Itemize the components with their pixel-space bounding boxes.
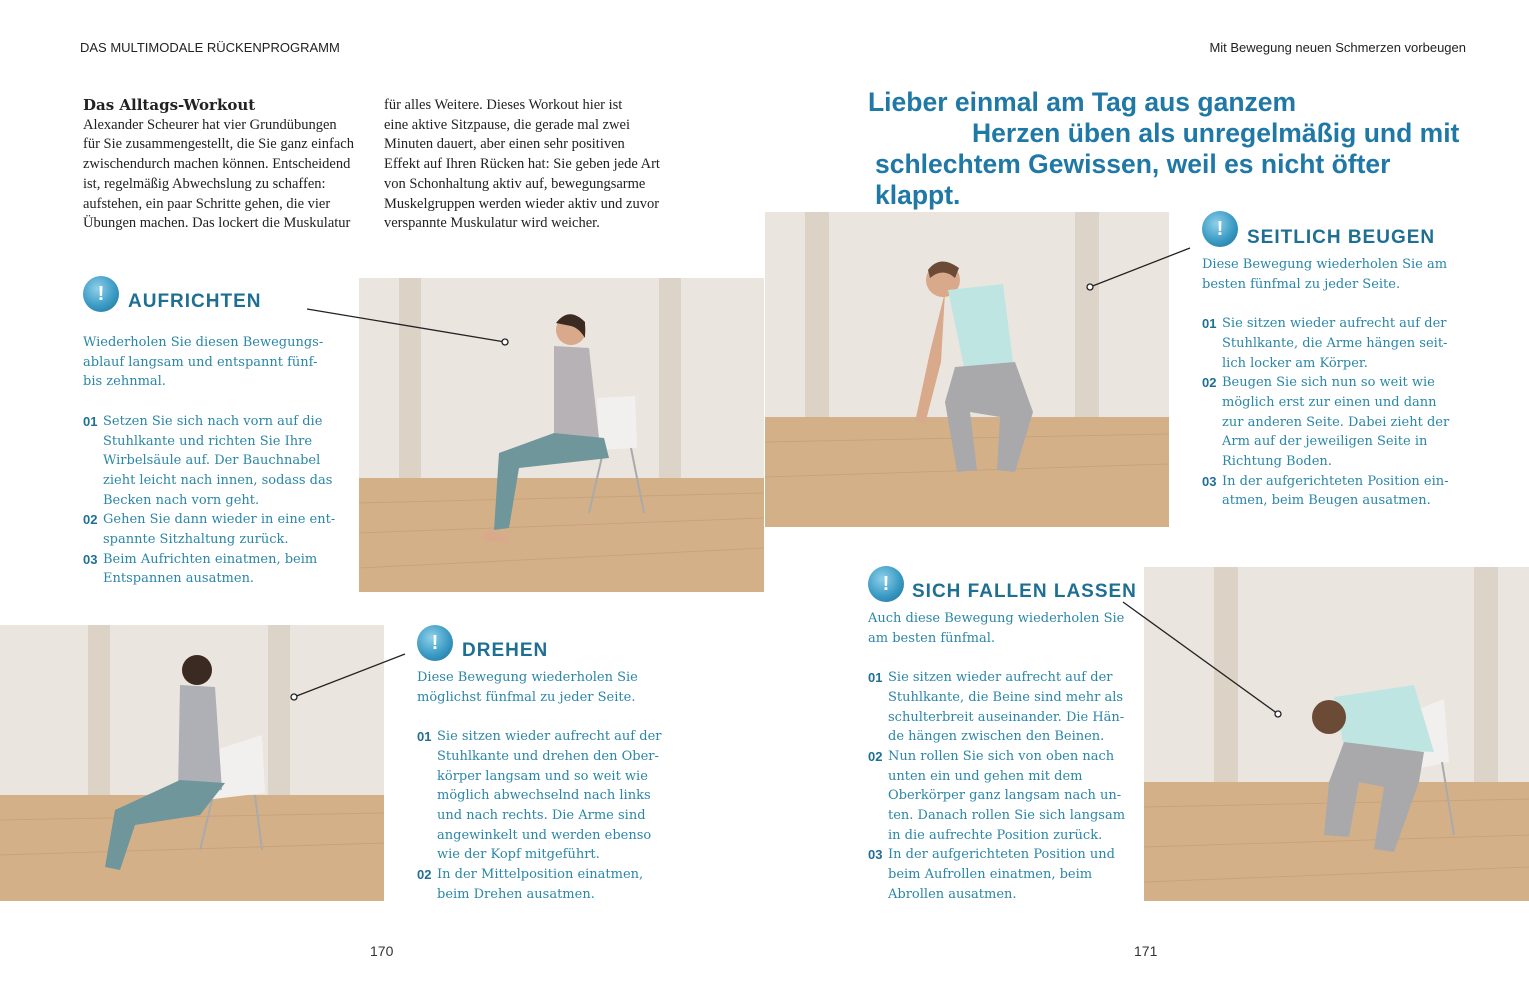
- intro-line: zwischendurch machen können. Entscheidend: [83, 156, 351, 173]
- section-title-sich-fallen-lassen: SICH FALLEN LASSEN: [912, 581, 1137, 602]
- step-line: schulterbreit auseinander. Die Hän-: [888, 709, 1125, 725]
- step-line: wie der Kopf mitgeführt.: [437, 847, 600, 863]
- page-number-right: 171: [1134, 943, 1158, 959]
- step-line: Gehen Sie dann wieder in eine ent-: [103, 512, 336, 528]
- photo-seitlich-illustration: [765, 212, 1169, 527]
- step-line: In der aufgerichteten Position ein-: [1222, 473, 1449, 489]
- step-line: zur anderen Seite. Dabei zieht der: [1222, 414, 1450, 430]
- intro-line: Alexander Scheurer hat vier Grundübungen: [83, 116, 337, 133]
- section-intro-line: am besten fünfmal.: [868, 630, 996, 646]
- photo-fallen-illustration: [1144, 567, 1529, 901]
- step-list: [1202, 314, 1462, 511]
- exclamation-icon: !: [868, 566, 904, 602]
- intro-line: aufstehen, ein paar Schritte gehen, die vier: [83, 195, 331, 212]
- exclamation-icon: !: [417, 625, 453, 661]
- intro-column-1: [83, 96, 363, 234]
- running-header-right: Mit Bewegung neuen Schmerzen vorbeugen: [1209, 40, 1466, 55]
- section-intro-line: Wiederholen Sie diesen Bewegungs-: [83, 335, 324, 350]
- section-intro-line: Diese Bewegung wiederholen Sie: [417, 670, 638, 685]
- step-item: [1202, 314, 1462, 373]
- section-intro-line: Auch diese Bewegung wiederholen Sie: [868, 611, 1125, 626]
- step-number: 01: [1202, 316, 1217, 332]
- step-item: [83, 550, 343, 589]
- step-number: 02: [417, 867, 432, 883]
- photo-sich-fallen-lassen: [1144, 567, 1529, 901]
- section-title-drehen: DREHEN: [462, 640, 549, 661]
- step-line: Oberkörper ganz langsam nach un-: [888, 788, 1122, 804]
- pull-quote-line: Lieber einmal am Tag aus ganzem: [868, 87, 1297, 117]
- step-line: Wirbelsäule auf. Der Bauchnabel: [103, 453, 321, 469]
- step-list: [417, 727, 677, 904]
- step-line: Nun rollen Sie sich von oben nach: [888, 748, 1115, 764]
- pull-quote-line: Herzen üben als unregelmäßig und mit: [972, 118, 1460, 148]
- section-intro-line: besten fünfmal zu jeder Seite.: [1202, 276, 1401, 292]
- step-number: 03: [1202, 473, 1217, 489]
- step-number: 02: [1202, 375, 1217, 391]
- step-number: 02: [868, 748, 883, 764]
- step-line: Entspannen ausatmen.: [103, 571, 255, 587]
- step-number: 03: [83, 551, 98, 567]
- step-line: beim Aufrollen einatmen, beim: [888, 867, 1093, 883]
- section-body-drehen: [417, 668, 677, 904]
- running-header-left: DAS MULTIMODALE RÜCKENPROGRAMM: [80, 40, 340, 55]
- step-line: körper langsam und so weit wie: [437, 768, 648, 784]
- intro-column-2: [384, 96, 674, 234]
- step-line: zieht leicht nach innen, sodass das: [103, 472, 333, 488]
- pull-quote: [868, 87, 1468, 211]
- intro-line: von Schonhaltung aktiv auf, bewegungsarme: [384, 175, 646, 192]
- step-item: [417, 865, 677, 904]
- intro-line: für alles Weitere. Dieses Workout hier ist: [384, 97, 623, 113]
- step-item: [83, 510, 343, 549]
- step-item: [83, 412, 343, 511]
- step-number: 01: [417, 729, 432, 745]
- step-line: In der aufgerichteten Position und: [888, 847, 1115, 863]
- intro-line: Übungen machen. Das lockert die Muskulatur: [83, 215, 351, 232]
- section-body-seitlich-beugen: [1202, 255, 1462, 511]
- step-line: atmen, beim Beugen ausatmen.: [1222, 493, 1431, 509]
- step-line: Arm auf der jeweiligen Seite in: [1222, 434, 1428, 450]
- section-title-seitlich-beugen: SEITLICH BEUGEN: [1247, 227, 1436, 248]
- step-line: Sie sitzen wieder aufrecht auf der: [888, 670, 1113, 686]
- step-line: angewinkelt und werden ebenso: [437, 827, 652, 843]
- step-number: 02: [83, 512, 98, 528]
- step-line: Richtung Boden.: [1222, 454, 1332, 470]
- step-line: Becken nach vorn geht.: [103, 492, 260, 508]
- step-line: de hängen zwischen den Beinen.: [888, 729, 1105, 745]
- step-line: Sie sitzen wieder aufrecht auf der: [437, 729, 662, 745]
- page-number-left: 170: [370, 943, 394, 959]
- step-line: Setzen Sie sich nach vorn auf die: [103, 413, 323, 429]
- step-line: Stuhlkante und drehen den Ober-: [437, 748, 659, 764]
- step-line: ten. Danach rollen Sie sich langsam: [888, 808, 1126, 824]
- step-line: spannte Sitzhaltung zurück.: [103, 532, 289, 548]
- intro-line: verspannte Muskulatur wird weicher.: [384, 215, 600, 232]
- step-number: 01: [868, 670, 883, 686]
- step-line: möglich abwechselnd nach links: [437, 788, 651, 804]
- section-intro-line: möglichst fünfmal zu jeder Seite.: [417, 689, 636, 705]
- step-line: in die aufrechte Position zurück.: [888, 827, 1103, 843]
- intro-line: Minuten dauert, aber einen sehr positiven: [384, 136, 625, 153]
- step-item: [1202, 373, 1462, 472]
- pull-quote-line: schlechtem Gewissen, weil es nicht öfter klappt.: [875, 149, 1391, 210]
- section-body-aufrichten: [83, 333, 343, 589]
- exclamation-icon: !: [83, 276, 119, 312]
- section-intro-line: ablauf langsam und entspannt fünf-: [83, 354, 318, 370]
- step-line: unten ein und gehen mit dem: [888, 768, 1083, 784]
- step-line: lich locker am Körper.: [1222, 355, 1368, 371]
- photo-drehen: [0, 625, 384, 901]
- intro-line: für Sie zusammengestellt, die Sie ganz einfach: [83, 136, 354, 153]
- step-line: Abrollen ausatmen.: [888, 886, 1017, 902]
- step-line: beim Drehen ausatmen.: [437, 886, 595, 902]
- step-line: Stuhlkante und richten Sie Ihre: [103, 433, 313, 449]
- step-item: [417, 727, 677, 865]
- section-intro-line: Diese Bewegung wiederholen Sie am: [1202, 257, 1448, 272]
- intro-line: eine aktive Sitzpause, die gerade mal zwei: [384, 116, 630, 133]
- section-title-aufrichten: AUFRICHTEN: [128, 291, 262, 312]
- step-list: [83, 412, 343, 589]
- step-number: 01: [83, 413, 98, 429]
- step-line: Beim Aufrichten einatmen, beim: [103, 551, 318, 567]
- step-line: In der Mittelposition einatmen,: [437, 867, 644, 883]
- photo-seitlich-beugen: [765, 212, 1169, 527]
- intro-line: Effekt auf Ihren Rücken hat: Sie geben jede Art: [384, 156, 660, 173]
- step-line: und nach rechts. Die Arme sind: [437, 807, 646, 823]
- step-number: 03: [868, 847, 883, 863]
- step-line: Stuhlkante, die Arme hängen seit-: [1222, 335, 1448, 351]
- step-list: [868, 668, 1128, 904]
- exclamation-icon: !: [1202, 211, 1238, 247]
- step-item: [868, 668, 1128, 747]
- step-line: Sie sitzen wieder aufrecht auf der: [1222, 316, 1447, 332]
- photo-aufrichten-illustration: [359, 278, 764, 592]
- step-line: Stuhlkante, die Beine sind mehr als: [888, 689, 1124, 705]
- step-item: [868, 845, 1128, 904]
- step-item: [868, 747, 1128, 846]
- section-body-sich-fallen-lassen: [868, 609, 1128, 905]
- intro-title: Das Alltags-Workout: [83, 96, 256, 114]
- step-line: möglich erst zur einen und dann: [1222, 394, 1437, 410]
- photo-drehen-illustration: [0, 625, 384, 901]
- step-line: Beugen Sie sich nun so weit wie: [1222, 375, 1435, 391]
- step-item: [1202, 472, 1462, 511]
- photo-aufrichten: [359, 278, 764, 592]
- intro-line: ist, regelmäßig Abwechslung zu schaffen:: [83, 175, 326, 192]
- intro-line: Muskelgruppen werden wieder aktiv und zuvor: [384, 195, 660, 212]
- section-intro-line: bis zehnmal.: [83, 374, 166, 390]
